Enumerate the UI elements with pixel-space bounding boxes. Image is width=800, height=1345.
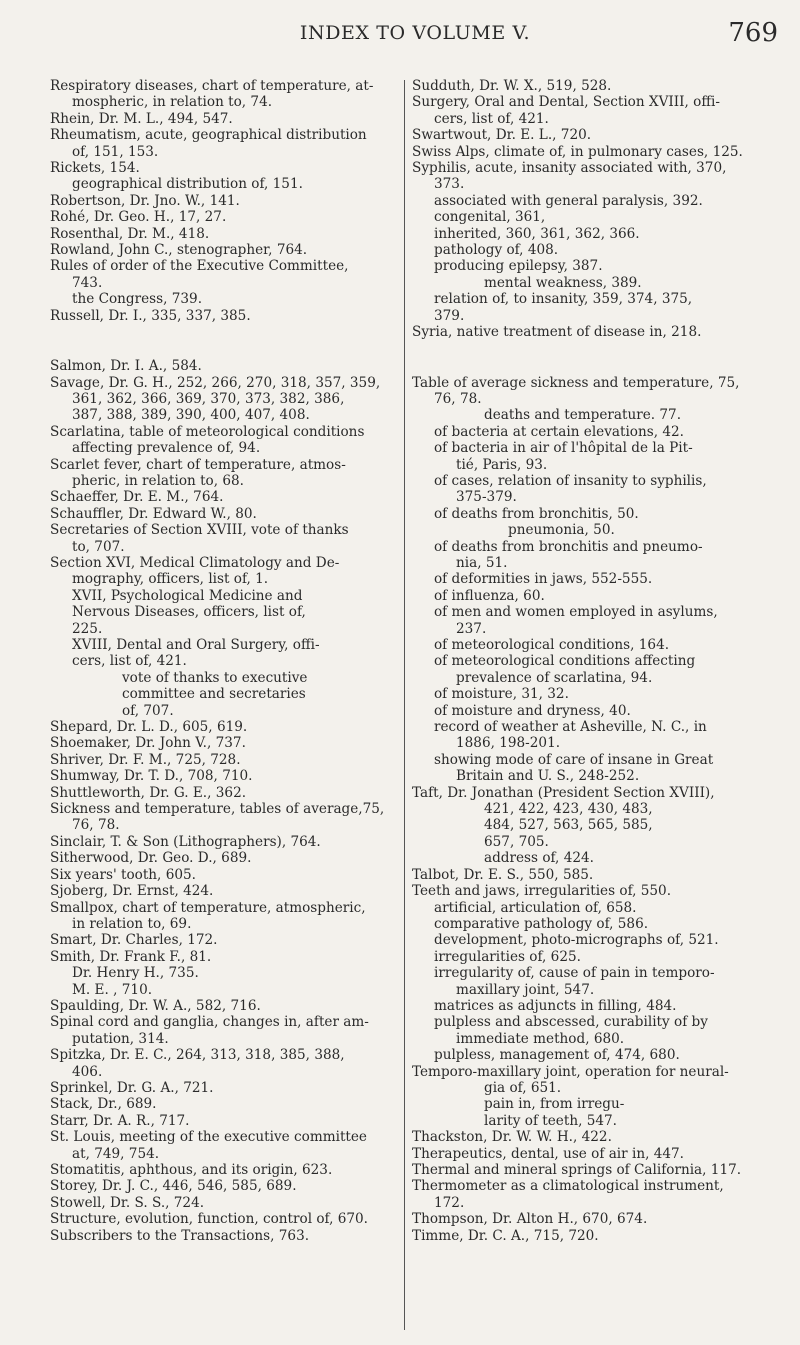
index-entry-line: Shriver, Dr. F. M., 725, 728. [50, 751, 241, 768]
index-entry-line: Shoemaker, Dr. John V., 737. [50, 735, 246, 752]
index-entry-line: geographical distribution of, 151. [72, 176, 303, 193]
index-entry-line: Spaulding, Dr. W. A., 582, 716. [50, 997, 261, 1014]
index-entry-line: Smith, Dr. Frank F., 81. [50, 948, 212, 965]
index-entry-line: vote of thanks to executive [122, 669, 308, 686]
index-entry-line: Scarlatina, table of meteorological conditions [50, 423, 365, 440]
index-entry-line: Shumway, Dr. T. D., 708, 710. [50, 768, 253, 785]
index-entry-line: Secretaries of Section XVIII, vote of thanks [50, 522, 349, 539]
index-entry-line: 484, 527, 563, 565, 585, [484, 817, 653, 834]
index-entry-line: record of weather at Asheville, N. C., in [434, 719, 707, 736]
index-entry-line: immediate method, 680. [456, 1030, 625, 1047]
index-entry-line: Surgery, Oral and Dental, Section XVIII, offi- [412, 94, 720, 111]
index-entry-line: 373. [434, 176, 465, 193]
index-entry-line: pheric, in relation to, 68. [72, 472, 244, 489]
index-entry-line: Swartwout, Dr. E. L., 720. [412, 127, 592, 144]
index-entry-line: of moisture and dryness, 40. [434, 702, 631, 719]
index-entry-line: of deformities in jaws, 552-555. [434, 571, 653, 588]
index-entry-line: Respiratory diseases, chart of temperature, at- [50, 78, 374, 94]
index-entry-line: Temporo-maxillary joint, operation for neural- [412, 1063, 729, 1080]
index-entry-line: Spitzka, Dr. E. C., 264, 313, 318, 385, 388, [50, 1047, 345, 1064]
index-entry-line: Nervous Diseases, officers, list of, [72, 604, 306, 621]
index-entry-line: address of, 424. [484, 850, 594, 867]
index-entry-line: of bacteria in air of l'hôpital de la Pit- [434, 440, 693, 457]
index-entry-line: pulpless and abscessed, curability of by [434, 1014, 708, 1031]
index-entry-line: 743. [72, 274, 103, 291]
index-entry-line: Swiss Alps, climate of, in pulmonary cases, 125. [412, 143, 743, 160]
index-entry-line: Rohé, Dr. Geo. H., 17, 27. [50, 209, 227, 226]
index-entry-line: Dr. Henry H., 735. [72, 965, 199, 982]
index-entry-line: Russell, Dr. I., 335, 337, 385. [50, 307, 251, 324]
index-entry-line: Britain and U. S., 248-252. [456, 768, 640, 785]
index-entry-line: 375-379. [456, 489, 517, 506]
index-column-left [50, 78, 395, 1244]
index-entry-line: of influenza, 60. [434, 587, 545, 604]
index-entry-line: cers, list of, 421. [434, 110, 549, 127]
index-entry-line: Scarlet fever, chart of temperature, atmos- [50, 456, 346, 473]
index-entry-line: Rowland, John C., stenographer, 764. [50, 242, 308, 259]
index-entry-line: nia, 51. [456, 554, 508, 571]
index-entry-line: Storey, Dr. J. C., 446, 546, 585, 689. [50, 1178, 297, 1195]
index-entry-line: mospheric, in relation to, 74. [72, 94, 273, 111]
index-entry-line: Rules of order of the Executive Committee, [50, 258, 349, 275]
page-header [52, 18, 778, 50]
index-entry-line: Smart, Dr. Charles, 172. [50, 932, 218, 949]
index-entry-line: prevalence of scarlatina, 94. [456, 669, 653, 686]
index-entry-line: Therapeutics, dental, use of air in, 447. [412, 1145, 684, 1162]
index-entry-line: Taft, Dr. Jonathan (President Section XVIII), [412, 784, 715, 801]
index-entry-line: pneumonia, 50. [508, 522, 615, 539]
index-entry-line: of men and women employed in asylums, [434, 604, 718, 621]
index-entry-line: 172. [434, 1194, 465, 1211]
column-divider [404, 80, 405, 1330]
index-entry-line: pathology of, 408. [434, 242, 559, 259]
index-entry-line: comparative pathology of, 586. [434, 915, 649, 932]
index-entry-line: maxillary joint, 547. [456, 981, 595, 998]
index-entry-line: Thermal and mineral springs of California, 117. [412, 1162, 742, 1178]
index-entry-line: Timme, Dr. C. A., 715, 720. [412, 1227, 599, 1244]
index-entry-line: Thackston, Dr. W. W. H., 422. [412, 1129, 612, 1146]
index-entry-line: 225. [72, 620, 103, 637]
index-entry-line: of deaths from bronchitis, 50. [434, 505, 639, 522]
index-entry-line: Sjoberg, Dr. Ernst, 424. [50, 883, 214, 900]
section-gap [50, 324, 395, 358]
index-entry-line: tié, Paris, 93. [456, 456, 548, 473]
running-title: INDEX TO VOLUME V. [299, 22, 531, 44]
index-entry-line: deaths and temperature. 77. [484, 407, 682, 424]
index-entry-line: artificial, articulation of, 658. [434, 899, 637, 916]
index-entry-line: 421, 422, 423, 430, 483, [484, 801, 653, 818]
index-entry-line: Syphilis, acute, insanity associated with, 370, [412, 160, 727, 177]
index-entry-line: 1886, 198-201. [456, 735, 561, 752]
index-entry-line: irregularity of, cause of pain in temporo- [434, 965, 715, 982]
index-entry-line: Sickness and temperature, tables of average,75, [50, 801, 385, 818]
index-entry-line: cers, list of, 421. [72, 653, 187, 670]
index-entry-line: 76, 78. [72, 817, 120, 834]
section-gap [412, 341, 772, 375]
index-entry-line: Shepard, Dr. L. D., 605, 619. [50, 719, 248, 736]
index-entry-line: of, 151, 153. [72, 143, 159, 160]
index-entry-line: of cases, relation of insanity to syphilis, [434, 472, 707, 489]
index-entry-line: Stowell, Dr. S. S., 724. [50, 1194, 205, 1211]
page-number: 769 [728, 18, 778, 48]
index-entry-line: Starr, Dr. A. R., 717. [50, 1112, 190, 1129]
index-entry-line: matrices as adjuncts in filling, 484. [434, 997, 677, 1014]
index-entry-line: Rheumatism, acute, geographical distribution [50, 127, 367, 144]
index-entry-line: Rhein, Dr. M. L., 494, 547. [50, 110, 233, 127]
index-entry-line: of meteorological conditions, 164. [434, 637, 670, 653]
index-entry-line: of deaths from bronchitis and pneumo- [434, 538, 703, 555]
index-entry-line: Thermometer as a climatological instrument, [412, 1178, 724, 1195]
index-entry-line: XVIII, Dental and Oral Surgery, offi- [72, 637, 320, 653]
index-entry-line: 657, 705. [484, 833, 549, 850]
index-entry-line: Teeth and jaws, irregularities of, 550. [412, 883, 672, 900]
index-entry-line: 76, 78. [434, 390, 482, 407]
index-entry-line: Sinclair, T. & Son (Lithographers), 764. [50, 833, 321, 850]
index-entry-line: Schaeffer, Dr. E. M., 764. [50, 489, 224, 506]
index-entry-line: Stomatitis, aphthous, and its origin, 623. [50, 1162, 333, 1178]
index-entry-line: Rickets, 154. [50, 160, 140, 177]
index-entry-line: Smallpox, chart of temperature, atmospheric, [50, 899, 366, 916]
index-entry-line: Schauffler, Dr. Edward W., 80. [50, 505, 257, 522]
index-entry-line: of bacteria at certain elevations, 42. [434, 423, 684, 440]
index-entry-line: Sudduth, Dr. W. X., 519, 528. [412, 78, 612, 94]
index-entry-line: inherited, 360, 361, 362, 366. [434, 225, 640, 242]
index-entry-line: relation of, to insanity, 359, 374, 375, [434, 291, 693, 308]
index-entry-line: larity of teeth, 547. [484, 1112, 617, 1129]
index-entry-line: Rosenthal, Dr. M., 418. [50, 225, 210, 242]
index-entry-line: Stack, Dr., 689. [50, 1096, 157, 1113]
index-entry-line: Robertson, Dr. Jno. W., 141. [50, 192, 240, 209]
index-entry-line: Table of average sickness and temperature, 75, [412, 374, 740, 391]
index-entry-line: M. E. , 710. [72, 981, 153, 998]
index-entry-line: Sitherwood, Dr. Geo. D., 689. [50, 850, 252, 867]
index-entry-line: of, 707. [122, 702, 174, 719]
index-entry-line: mography, officers, list of, 1. [72, 571, 269, 588]
index-entry-line: Savage, Dr. G. H., 252, 266, 270, 318, 357, 359, [50, 374, 381, 391]
index-entry-line: development, photo-micrographs of, 521. [434, 932, 719, 949]
index-entry-line: mental weakness, 389. [484, 274, 642, 291]
index-entry-line: pain in, from irregu- [484, 1096, 625, 1113]
index-entry-line: Thompson, Dr. Alton H., 670, 674. [412, 1211, 648, 1228]
index-entry-line: congenital, 361, [434, 209, 546, 226]
index-entry-line: in relation to, 69. [72, 915, 192, 932]
index-entry-line: XVII, Psychological Medicine and [72, 587, 303, 604]
index-entry-line: Sprinkel, Dr. G. A., 721. [50, 1079, 214, 1096]
index-entry-line: affecting prevalence of, 94. [72, 440, 261, 457]
index-entry-line: Syria, native treatment of disease in, 218. [412, 324, 702, 341]
index-entry-line: of moisture, 31, 32. [434, 686, 569, 703]
index-entry-line: Six years' tooth, 605. [50, 866, 196, 883]
index-entry-line: Talbot, Dr. E. S., 550, 585. [412, 866, 594, 883]
index-entry-line: showing mode of care of insane in Great [434, 751, 714, 768]
index-entry-line: Spinal cord and ganglia, changes in, after am- [50, 1014, 369, 1031]
index-entry-line: at, 749, 754. [72, 1145, 160, 1162]
index-entry-line: putation, 314. [72, 1030, 169, 1047]
index-entry-line: 361, 362, 366, 369, 370, 373, 382, 386, [72, 390, 345, 407]
index-entry-line: producing epilepsy, 387. [434, 258, 603, 275]
index-entry-line: pulpless, management of, 474, 680. [434, 1047, 680, 1064]
index-entry-line: associated with general paralysis, 392. [434, 192, 703, 209]
index-entry-line: of meteorological conditions affecting [434, 653, 696, 670]
index-column-right [412, 78, 772, 1244]
index-entry-line: Subscribers to the Transactions, 763. [50, 1227, 310, 1244]
index-entry-line: irregularities of, 625. [434, 948, 581, 965]
index-entry-line: Salmon, Dr. I. A., 584. [50, 358, 202, 375]
index-entry-line: 406. [72, 1063, 103, 1080]
index-entry-line: 237. [456, 620, 487, 637]
index-entry-line: committee and secretaries [122, 686, 306, 703]
index-entry-line: St. Louis, meeting of the executive committee [50, 1129, 367, 1146]
index-entry-line: 379. [434, 307, 465, 324]
index-entry-line: gia of, 651. [484, 1079, 562, 1096]
index-entry-line: Shuttleworth, Dr. G. E., 362. [50, 784, 247, 801]
index-entry-line: to, 707. [72, 538, 125, 555]
index-entry-line: Structure, evolution, function, control of, 670. [50, 1211, 368, 1228]
index-entry-line: 387, 388, 389, 390, 400, 407, 408. [72, 407, 310, 424]
index-entry-line: Section XVI, Medical Climatology and De- [50, 554, 340, 571]
index-entry-line: the Congress, 739. [72, 291, 203, 308]
